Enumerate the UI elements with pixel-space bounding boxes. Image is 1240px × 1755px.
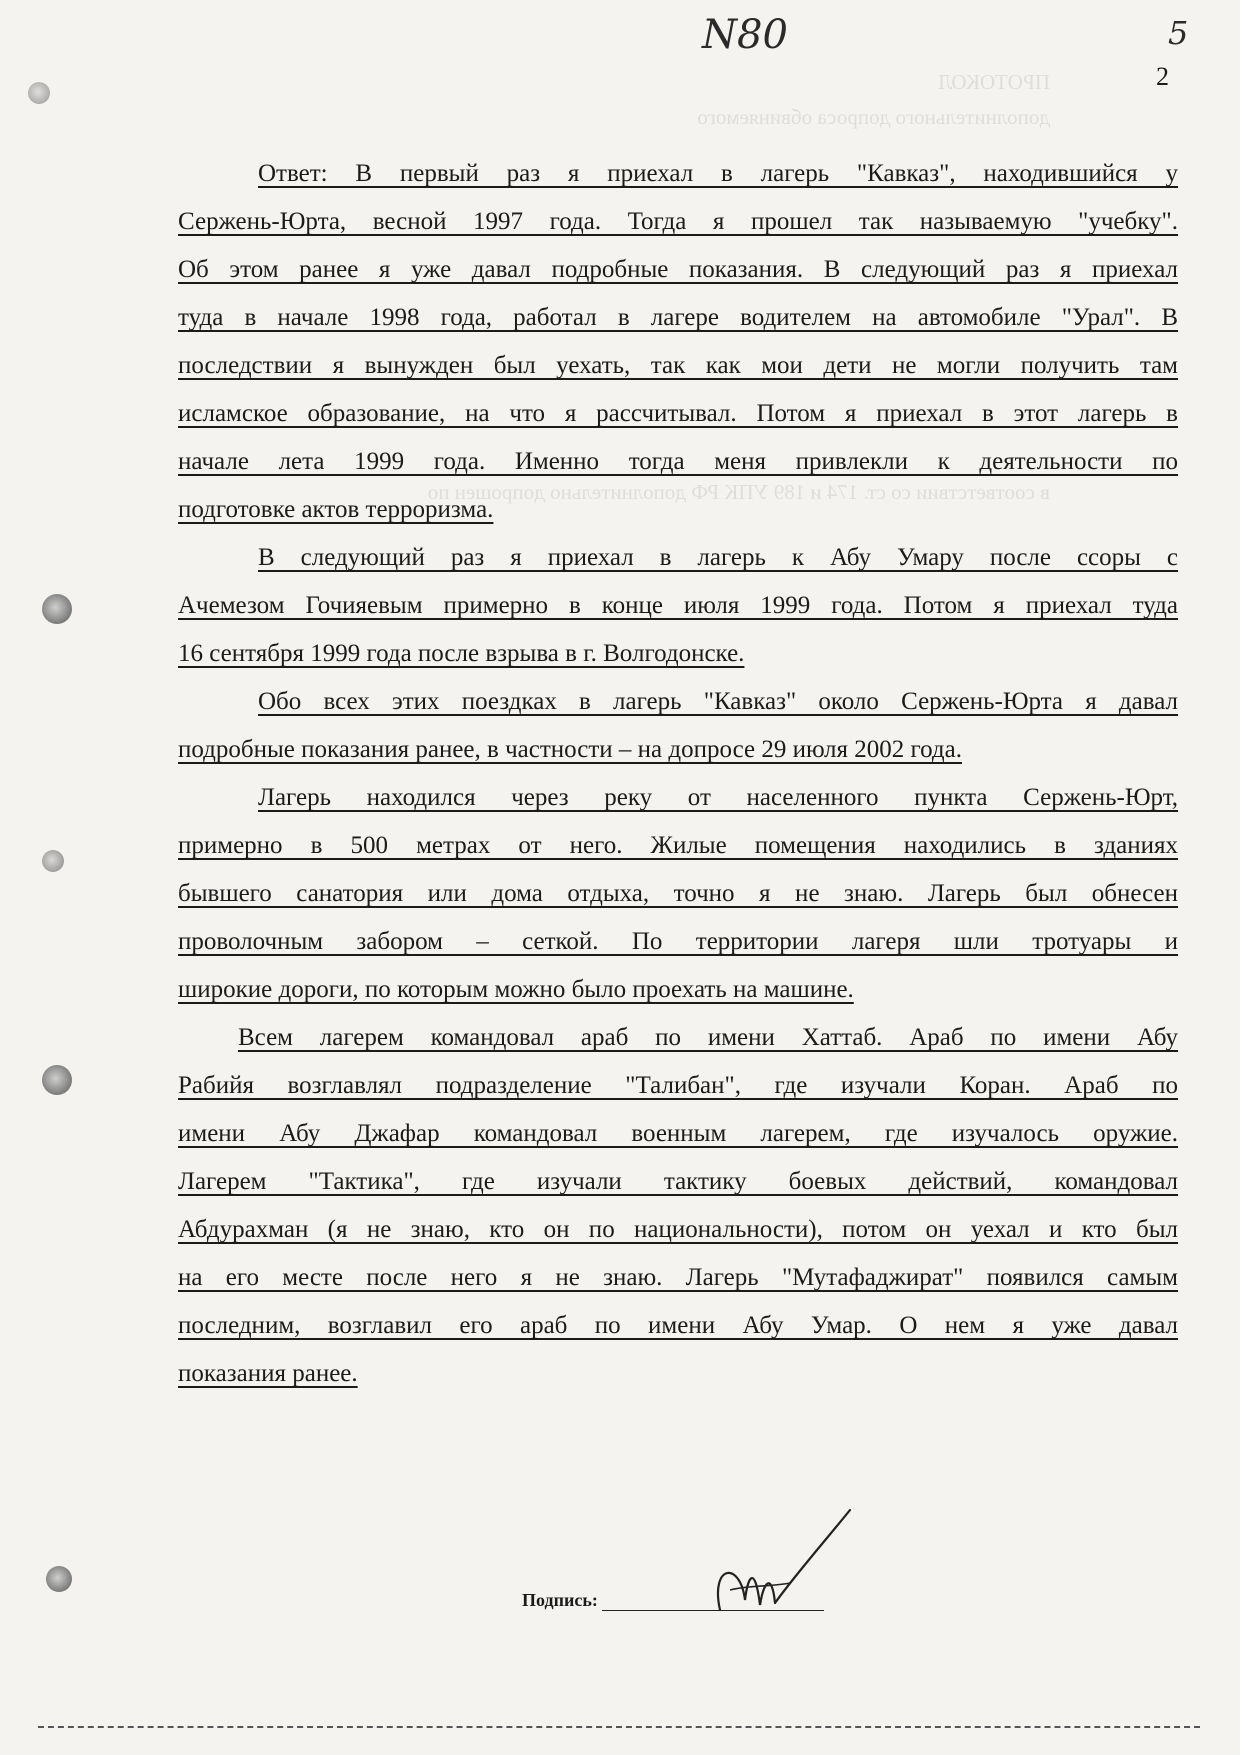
binder-hole (42, 850, 64, 872)
binder-hole (46, 1566, 72, 1592)
text-line: подготовке актов терроризма. (178, 496, 494, 523)
text-line: примерно в 500 метрах от него. Жилые помещения находились в зданиях (178, 832, 1178, 859)
text-line: Ответ: В первый раз я приехал в лагерь "Кавказ", находившийся у (258, 160, 1178, 187)
text-line: бывшего санатория или дома отдыха, точно я не знаю. Лагерь был обнесен (178, 880, 1178, 907)
bleed-through-text: дополнительного допроса обвиняемого (697, 105, 1050, 129)
text-line: начале лета 1999 года. Именно тогда меня привлекли к деятельности по (178, 448, 1178, 475)
text-line: проволочным забором – сеткой. По территории лагеря шли тротуары и (178, 928, 1178, 955)
bottom-divider (38, 1726, 1200, 1728)
text-line: подробные показания ранее, в частности – на допросе 29 июля 2002 года. (178, 736, 962, 763)
binder-hole (42, 1065, 72, 1095)
text-line: Об этом ранее я уже давал подробные показания. В следующий раз я приехал (178, 256, 1178, 283)
text-line: последним, возглавил его араб по имени Абу Умар. О нем я уже давал (178, 1312, 1178, 1339)
text-line: Ачемезом Гочияевым примерно в конце июля 1999 года. Потом я приехал туда (178, 592, 1178, 619)
case-number-mark: N80 (702, 12, 788, 58)
signature-line (602, 1590, 824, 1611)
binder-hole (42, 594, 72, 624)
text-line: Абдурахман (я не знаю, кто он по национальности), потом он уехал и кто был (178, 1216, 1178, 1243)
binder-hole (28, 82, 50, 104)
text-line: Лагерем "Тактика", где изучали тактику боевых действий, командовал (178, 1168, 1178, 1195)
page-number: 2 (1156, 62, 1169, 91)
text-line: на его месте после него я не знаю. Лагерь "Мутафаджират" появился самым (178, 1264, 1178, 1291)
text-line: имени Абу Джафар командовал военным лагерем, где изучалось оружие. (178, 1120, 1178, 1147)
text-line: Сержень-Юрта, весной 1997 года. Тогда я прошел так называемую "учебку". (178, 208, 1178, 235)
text-line: Обо всех этих поездках в лагерь "Кавказ" около Сержень-Юрта я давал (258, 688, 1178, 715)
signature-field (522, 1590, 824, 1611)
testimony-text (178, 150, 1178, 1398)
bleed-through-text: ПРОТОКОЛ (938, 70, 1050, 94)
text-line: широкие дороги, по которым можно было проехать на машине. (178, 976, 854, 1003)
text-line: туда в начале 1998 года, работал в лагере водителем на автомобиле "Урал". В (178, 304, 1178, 331)
text-line: Лагерь находился через реку от населенного пункта Сержень-Юрт, (258, 784, 1178, 811)
text-line: исламское образование, на что я рассчитывал. Потом я приехал в этот лагерь в (178, 400, 1178, 427)
signature-label: Подпись: (522, 1590, 598, 1610)
text-line: Рабийя возглавлял подразделение "Талибан", где изучали Коран. Араб по (178, 1072, 1178, 1099)
text-line: 16 сентября 1999 года после взрыва в г. Волгодонске. (178, 640, 745, 667)
text-line: показания ранее. (178, 1360, 358, 1387)
text-line: Всем лагерем командовал араб по имени Хаттаб. Араб по имени Абу (238, 1024, 1178, 1051)
corner-number-mark: 5 (1168, 14, 1189, 52)
bleed-through-text: в соответствии со ст. 174 и 189 УПК РФ дополнительно допрошен по (427, 480, 1050, 504)
text-line: В следующий раз я приехал в лагерь к Абу Умару после ссоры с (258, 544, 1178, 571)
text-line: последствии я вынужден был уехать, так как мои дети не могли получить там (178, 352, 1178, 379)
